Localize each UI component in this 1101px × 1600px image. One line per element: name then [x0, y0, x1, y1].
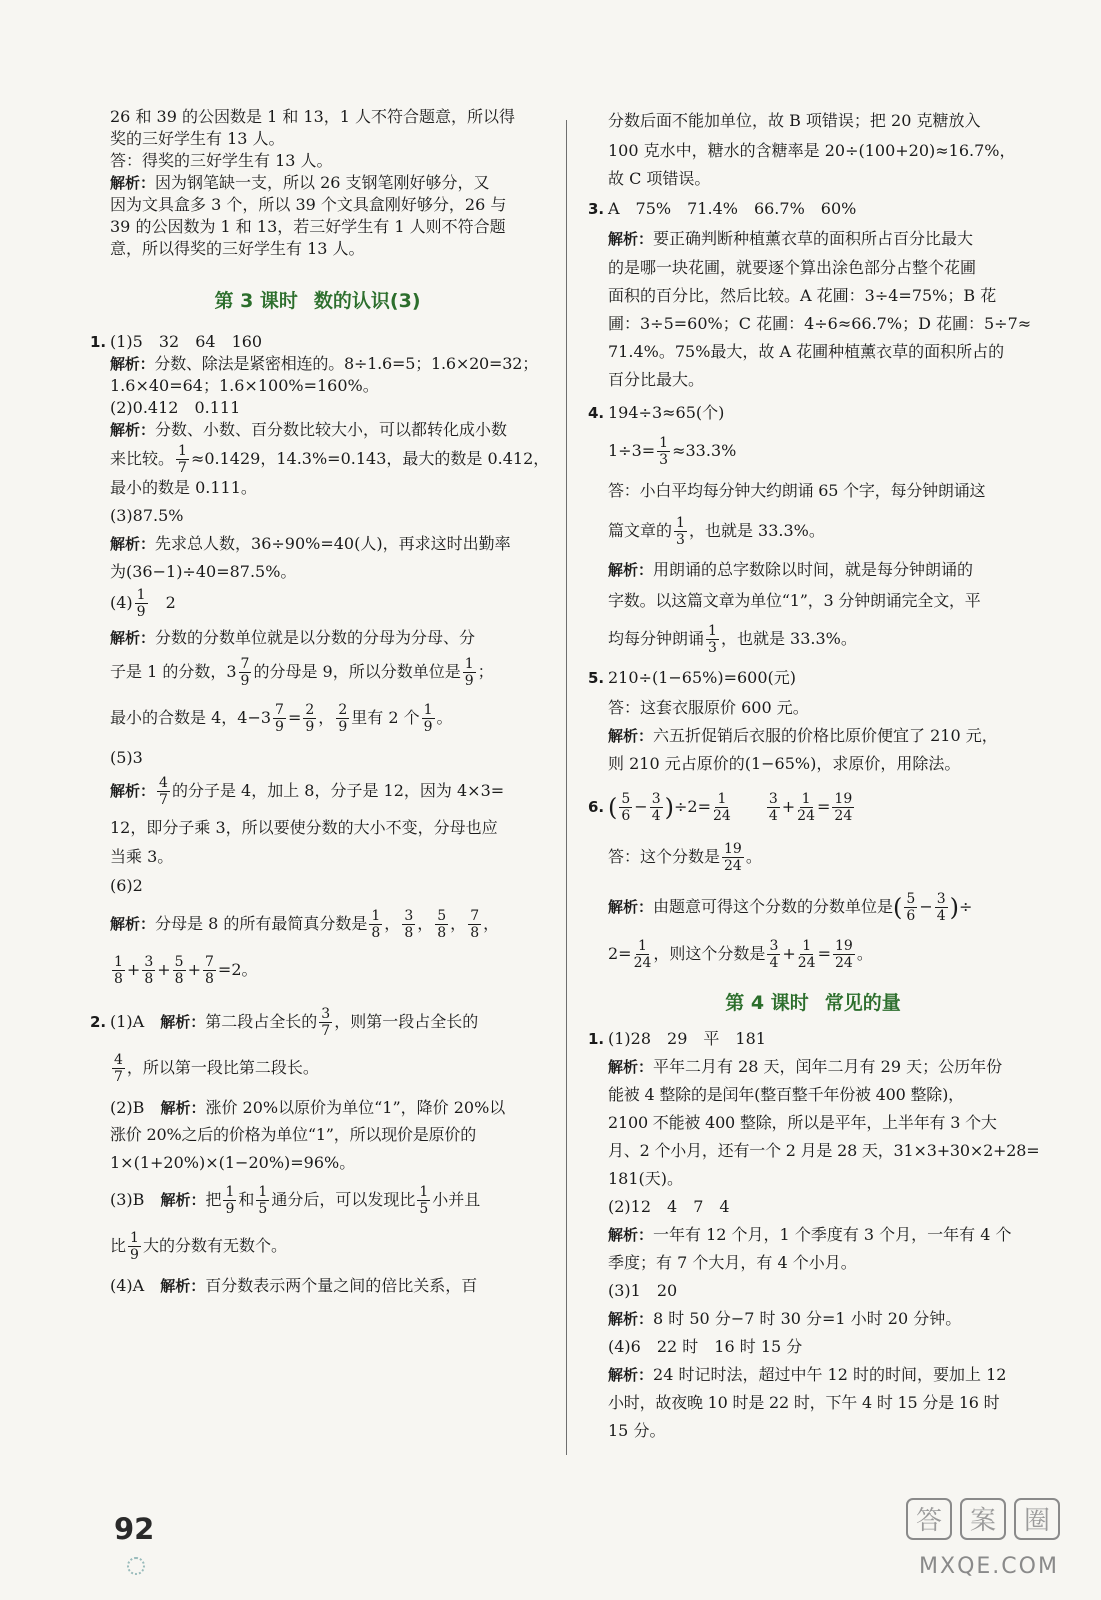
denominator: 24	[834, 808, 853, 824]
question-6: 6. ( $\frac{5}{6}$ − $\frac{3}{4}$ )÷2= $\frac{1}{24}$ $\frac{3}{4}$ + $\frac{1}{24}$ = $\frac{19}{24}$	[588, 782, 1038, 832]
fraction	[176, 443, 189, 476]
text: 百分数表示两个量之间的倍比关系，百	[205, 1276, 478, 1295]
denominator: 9	[305, 719, 315, 735]
text-line: 39 的公因数为 1 和 13，若三好学生有 1 人则不符合题	[110, 217, 506, 236]
denominator: 9	[130, 1247, 139, 1263]
numerator: 2	[305, 702, 315, 718]
column-divider	[566, 120, 567, 1455]
text: 要正确判断种植薰衣草的面积所占百分比最大	[653, 229, 974, 248]
text-line: 当乘 3。	[110, 847, 174, 866]
denominator: 24	[724, 858, 742, 874]
text: 用朗诵的总字数除以时间，就是每分钟朗诵的	[653, 560, 974, 579]
text-line	[90, 649, 545, 695]
fraction	[833, 938, 855, 971]
denominator: 8	[404, 925, 414, 941]
text-line: 能被 4 整除的是闰年(整百整千年份被 400 整除)，	[608, 1085, 964, 1104]
text: ；	[477, 662, 494, 681]
text-line: 2100 不能被 400 整除，所以是平年，上半年有 3 个大	[608, 1113, 997, 1132]
fraction	[767, 791, 780, 824]
numerator: 1	[258, 1184, 268, 1200]
text-line: 12，即分子乘 3，所以要使分数的大小不变，分母也应	[110, 818, 498, 837]
text: 的分子是 4，加上 8，分子是 12，因为 4×3=	[171, 781, 505, 800]
numerator: 3	[651, 791, 661, 807]
answer: A 75% 71.4% 66.7% 60%	[608, 199, 857, 218]
jiexi-label: 解析：	[608, 230, 654, 248]
denominator: 3	[659, 452, 669, 468]
denominator: 8	[144, 971, 154, 987]
denominator: 5	[419, 1201, 429, 1217]
jiexi-label: 解析：	[608, 1058, 654, 1076]
numerator: 19	[834, 791, 853, 807]
answer-line: (5)3	[110, 748, 143, 767]
text-line: 的是哪一块花圃，就要逐个算出涂色部分占整个花圃	[608, 258, 977, 277]
text: 小并且	[432, 1190, 481, 1209]
text-line: 涨价 20%之后的价格为单位“1”，所以现价是原价的	[110, 1125, 476, 1144]
answer: (3)B	[110, 1190, 145, 1209]
watermark-char-1: 答	[915, 1506, 943, 1536]
question-number: 5.	[588, 669, 605, 687]
jiexi-label: 解析：	[160, 1191, 206, 1209]
denominator: 9	[136, 604, 146, 620]
denominator: 9	[338, 719, 348, 735]
text: 一年有 12 个月，1 个季度有 3 个月，一年有 4 个	[653, 1225, 1012, 1244]
question-number: 3.	[588, 200, 605, 218]
explanation-line: 解析：由题意可得这个分数的分数单位是( $\frac{5}{6}$ − $\frac{3}{4}$ )÷	[608, 891, 973, 924]
fraction	[422, 702, 435, 735]
numerator: 1	[464, 656, 474, 672]
question-number: 4.	[588, 404, 605, 422]
text: ，	[318, 708, 335, 727]
fraction	[369, 908, 382, 941]
answer-line: (3)1 20	[608, 1281, 678, 1300]
explanation-line	[588, 1221, 1038, 1249]
fraction	[832, 791, 854, 824]
question-2	[90, 999, 545, 1045]
numerator: 1	[717, 791, 727, 807]
fraction	[135, 587, 148, 620]
fraction: $\frac{7}{8}$	[204, 954, 214, 987]
text-line: 26 和 39 的公因数是 1 和 13，1 人不符合题意，所以得	[110, 107, 516, 126]
text: 里有 2 个	[351, 708, 420, 727]
text: 均每分钟朗诵	[608, 629, 705, 648]
answer-line	[588, 832, 1038, 882]
denominator: 3	[708, 640, 717, 656]
text: ÷	[959, 897, 973, 916]
fraction	[417, 1184, 430, 1217]
text: 通分后，可以发现比	[271, 1190, 416, 1209]
question-number: 2.	[90, 1013, 107, 1031]
text: (4)	[110, 593, 133, 612]
text-line: $\frac{1}{8}$ + $\frac{3}{8}$ + $\frac{5}{8}$ + $\frac{7}{8}$ =2。	[114, 954, 258, 987]
jiexi-label: 解析：	[608, 1310, 654, 1328]
fraction	[798, 938, 816, 971]
text-line: 百分比最大。	[608, 370, 705, 389]
text-line	[90, 1223, 545, 1269]
explanation-line: 解析：分母是 8 的所有最简真分数是 $\frac{1}{8}$ ， $\frac{3}{8}$ ， $\frac{5}{8}$ ， $\frac{7}{8}$ ，	[110, 908, 500, 941]
answer-line: (4)6 22 时 16 时 15 分	[608, 1337, 803, 1356]
fraction	[142, 954, 155, 987]
fraction	[112, 1052, 125, 1085]
fraction	[239, 656, 252, 689]
text: 分母是 8 的所有最简真分数是	[155, 914, 368, 933]
numerator: 1	[676, 515, 685, 531]
text: 来比较。	[110, 449, 175, 468]
text-line: 月、2 个小月，还有一个 2 月是 28 天，31×3+30×2+28=	[608, 1141, 1040, 1160]
numerator: 1	[114, 954, 123, 970]
fraction	[402, 908, 415, 941]
fraction	[223, 1184, 236, 1217]
numerator: 1	[423, 702, 433, 718]
jiexi-label: 解析：	[160, 1099, 206, 1117]
section-title	[588, 988, 1038, 1015]
text: ，也就是 33.3%。	[688, 521, 825, 540]
text: 第二段占全长的	[205, 1012, 318, 1031]
fraction	[319, 1006, 332, 1039]
text: 由题意可得这个分数的分数单位是	[653, 897, 894, 916]
denominator: 8	[114, 971, 123, 987]
text: 把	[205, 1190, 222, 1209]
text-line: 意，所以得奖的三好学生有 13 人。	[110, 239, 365, 258]
left-column	[90, 106, 550, 1303]
fraction	[463, 656, 476, 689]
answer: (1)A	[110, 1012, 145, 1031]
fraction	[935, 891, 948, 924]
text: 大的分数有无数个。	[142, 1236, 287, 1255]
section-title-lesson: 第 4 课时	[725, 992, 809, 1014]
jiexi-label: 解析：	[110, 421, 156, 439]
text: 。	[856, 944, 873, 963]
text: ，则这个分数是	[653, 944, 766, 963]
denominator: 7	[178, 460, 187, 476]
fraction	[273, 702, 286, 735]
denominator: 9	[240, 673, 250, 689]
text-line: 因为文具盒多 3 个，所以 39 个文具盒刚好够分，26 与	[110, 195, 507, 214]
explanation-line	[588, 1361, 1038, 1389]
fraction	[128, 1230, 141, 1263]
jiexi-label: 解析：	[110, 355, 155, 373]
numerator: 3	[936, 891, 946, 907]
numerator: 1	[225, 1184, 235, 1200]
numerator: 1	[178, 443, 187, 459]
numerator: 3	[404, 908, 414, 924]
section-title-topic: 常见的量	[824, 992, 901, 1014]
right-column	[588, 106, 1038, 1445]
explanation-line	[588, 722, 1038, 750]
text-line: 故 C 项错误。	[608, 169, 711, 188]
numerator: 1	[136, 587, 146, 603]
denominator: 4	[768, 808, 778, 824]
text: ≈0.1429，14.3%=0.143，最大的数是 0.412，	[190, 449, 550, 468]
jiexi-label: 解析：	[110, 915, 156, 933]
denominator: 4	[769, 955, 779, 971]
explanation-line	[90, 769, 545, 813]
text: ÷2=	[674, 797, 711, 816]
paren-open: (	[608, 793, 618, 822]
numerator: 19	[724, 841, 742, 857]
explanation-line	[90, 172, 545, 194]
text-line: 字数。以这篇文章为单位“1”，3 分钟朗诵完全文，平	[608, 591, 981, 610]
numerator: 3	[321, 1006, 331, 1022]
answer-line	[588, 428, 1038, 474]
denominator: 4	[651, 808, 661, 824]
text-line: 奖的三好学生有 13 人。	[110, 129, 285, 148]
text-line: 分数后面不能加单位，故 B 项错误；把 20 克糖放入	[608, 111, 981, 130]
jiexi-label: 解析：	[110, 782, 156, 800]
numerator: 19	[835, 938, 853, 954]
numerator: 1	[638, 938, 647, 954]
watermark-char-2: 案	[969, 1506, 997, 1536]
numerator: 2	[338, 702, 348, 718]
explanation-line	[90, 627, 545, 649]
answer: (1)28 29 平 181	[608, 1029, 766, 1048]
text: 涨价 20%以原价为单位“1”，降价 20%以	[205, 1098, 506, 1117]
text-line: 小时，故夜晚 10 时是 22 时，下午 4 时 15 分是 16 时	[608, 1393, 1000, 1412]
denominator: 24	[713, 808, 731, 824]
text: 分数的分数单位就是以分数的分母为分母、分	[155, 628, 476, 647]
text-line: 2= $\frac{1}{24}$ ，则这个分数是 $\frac{3}{4}$ + $\frac{1}{24}$ = $\frac{19}{24}$ 。	[608, 938, 873, 971]
text-line: 答：这套衣服原价 600 元。	[608, 698, 809, 717]
text-line: 则 210 元占原价的(1−65%)，求原价，用除法。	[608, 754, 961, 773]
text-line: 季度；有 7 个大月，有 4 个小月。	[608, 1253, 857, 1272]
text: 2	[165, 593, 176, 612]
text: 。	[436, 708, 453, 727]
text: ，所以第一段比第二段长。	[126, 1058, 319, 1077]
fraction	[904, 891, 917, 924]
denominator: 8	[437, 925, 447, 941]
fraction	[112, 954, 125, 987]
jiexi-label: 解析：	[160, 1013, 206, 1031]
text-line	[588, 616, 1038, 662]
denominator: 4	[936, 908, 946, 924]
text-line: 100 克水中，糖水的含糖率是 20÷(100+20)≈16.7%，	[608, 141, 1016, 160]
text-line: 答：得奖的三好学生有 13 人。	[110, 151, 333, 170]
text: ≈33.3%	[672, 441, 737, 460]
text: 。	[745, 847, 762, 866]
fraction	[173, 954, 186, 987]
answer: (4)A	[110, 1276, 145, 1295]
text: 平年二月有 28 天，闰年二月有 29 天；公历年份	[653, 1057, 1003, 1076]
text: 24 时记时法，超过中午 12 时的时间，要加上 12	[653, 1365, 1007, 1384]
denominator: 24	[633, 955, 652, 971]
question-1	[90, 331, 545, 353]
numerator: 1	[130, 1230, 139, 1246]
answer-line: (2)12 4 7 4	[608, 1197, 730, 1216]
jiexi-label: 解析：	[608, 561, 654, 579]
text: 2=	[608, 944, 632, 963]
question-4	[588, 398, 1038, 428]
numerator: 1	[801, 791, 811, 807]
answer-line	[90, 1095, 545, 1121]
watermark-logo-icon	[897, 1491, 1082, 1591]
text-line	[90, 1045, 545, 1091]
fraction	[767, 938, 780, 971]
text: 篇文章的	[608, 521, 673, 540]
jiexi-label: 解析：	[608, 1226, 654, 1244]
fraction	[706, 623, 719, 656]
text: 先求总人数，36÷90%=40(人)，再求这时出勤率	[155, 534, 511, 553]
text-line: 答：小白平均每分钟大约朗诵 65 个字，每分钟朗诵这	[608, 481, 986, 500]
watermark-char-3: 圈	[1023, 1506, 1051, 1536]
text: 8 时 50 分−7 时 30 分=1 小时 20 分钟。	[653, 1309, 962, 1328]
denominator: 7	[159, 792, 168, 808]
jiexi-label: 解析：	[110, 174, 156, 192]
page-number: 92	[114, 1512, 155, 1546]
jiexi-label: 解析：	[110, 535, 156, 553]
explanation-line	[588, 224, 1038, 254]
text-line: 15 分。	[608, 1421, 666, 1440]
denominator: 3	[676, 532, 685, 548]
fraction	[797, 791, 815, 824]
text: 分数、小数、百分数比较大小，可以都转化成小数	[155, 420, 508, 439]
section-title-topic: 数的认识(3)	[313, 290, 421, 312]
denominator: 7	[114, 1069, 123, 1085]
section-title-lesson: 第 3 课时	[214, 290, 298, 312]
text-line: 为(36−1)÷40=87.5%。	[110, 562, 297, 581]
numerator: 5	[174, 954, 184, 970]
answer: 210÷(1−65%)=600(元)	[608, 668, 797, 687]
denominator: 8	[174, 971, 184, 987]
text-line: 181(天)。	[608, 1169, 684, 1188]
answer-line	[90, 1177, 545, 1223]
denominator: 24	[835, 955, 853, 971]
fraction	[435, 908, 448, 941]
denominator: 9	[275, 719, 284, 735]
fraction	[713, 791, 731, 824]
fraction: $\frac{7}{8}$	[470, 908, 480, 941]
numerator: 3	[768, 791, 778, 807]
numerator: 5	[906, 891, 916, 907]
question-number: 6.	[588, 798, 605, 816]
text: ，则第一段占全长的	[334, 1012, 479, 1031]
text: 1÷3=	[608, 441, 656, 460]
denominator: 7	[321, 1023, 331, 1039]
answer-line: (6)2	[110, 876, 143, 895]
denominator: 6	[621, 808, 631, 824]
fraction	[619, 791, 632, 824]
numerator: 7	[275, 702, 284, 718]
numerator: 1	[419, 1184, 429, 1200]
text: ，也就是 33.3%。	[720, 629, 857, 648]
text-line: 圃：3÷5=60%；C 花圃：4÷6≈66.7%；D 花圃：5÷7≈	[608, 314, 1032, 333]
text: 分数、除法是紧密相连的。8÷1.6=5；1.6×20=32；	[154, 354, 539, 373]
question-5	[588, 662, 1038, 694]
question-1	[588, 1025, 1038, 1053]
text-line: 71.4%。75%最大，故 A 花圃种植薰衣草的面积所占的	[608, 342, 1005, 361]
denominator: 24	[797, 955, 816, 971]
text-line: 最小的数是 0.111。	[110, 478, 257, 497]
denominator: 6	[906, 908, 916, 924]
jiexi-label: 解析：	[160, 1277, 206, 1295]
answer-line: (2)0.412 0.111	[110, 398, 241, 417]
text: 六五折促销后衣服的价格比原价便宜了 210 元，	[653, 726, 998, 745]
numerator: 1	[371, 908, 381, 924]
explanation-line	[588, 1053, 1038, 1081]
denominator: 5	[258, 1201, 268, 1217]
text-line	[90, 441, 550, 477]
jiexi-label: 解析：	[608, 1366, 654, 1384]
text: 比	[110, 1236, 127, 1255]
answer: 194÷3≈65(个)	[608, 403, 725, 422]
text-line: 1×(1+20%)×(1−20%)=96%。	[110, 1153, 356, 1172]
paren-open: (	[893, 893, 903, 922]
fraction	[157, 775, 170, 808]
fraction	[634, 938, 652, 971]
fraction	[256, 1184, 269, 1217]
fraction	[674, 515, 687, 548]
text: 答：这个分数是	[608, 847, 721, 866]
explanation-line	[90, 533, 545, 555]
paren-close: )	[949, 893, 960, 922]
text-line	[588, 508, 1038, 554]
answer-line: (3)87.5%	[110, 506, 184, 525]
question-3	[588, 194, 1038, 224]
numerator: 4	[114, 1052, 123, 1068]
fraction	[336, 702, 349, 735]
numerator: 3	[144, 954, 154, 970]
denominator: 9	[423, 719, 433, 735]
section-title	[90, 286, 545, 313]
fraction	[722, 841, 744, 874]
fraction	[657, 435, 670, 468]
jiexi-label: 解析：	[110, 629, 156, 647]
text: 因为钢笔缺一支，所以 26 支钢笔刚好够分，又	[155, 173, 490, 192]
watermark-url: MXQE.COM	[919, 1554, 1059, 1579]
explanation-line	[90, 419, 545, 441]
numerator: 1	[708, 623, 717, 639]
jiexi-label: 解析：	[608, 898, 654, 916]
text: 的分母是 9，所以分数单位是	[253, 662, 461, 681]
numerator: 5	[437, 908, 447, 924]
explanation-line	[588, 554, 1038, 586]
text-line: 1.6×40=64；1.6×100%=160%。	[110, 376, 379, 395]
numerator: 1	[802, 938, 812, 954]
numerator: 3	[769, 938, 779, 954]
text: =2。	[217, 960, 258, 979]
fraction	[650, 791, 663, 824]
answer: (2)B	[110, 1098, 145, 1117]
numerator: 4	[159, 775, 168, 791]
question-number: 1.	[90, 333, 107, 351]
explanation-line	[588, 1305, 1038, 1333]
paren-close: )	[664, 793, 674, 822]
answer-line	[90, 1269, 545, 1303]
decorative-dot-icon	[127, 1557, 145, 1575]
denominator: 8	[371, 925, 381, 941]
text: 最小的合数是 4，4−3	[110, 708, 272, 727]
numerator: 7	[240, 656, 250, 672]
numerator: 1	[659, 435, 669, 451]
text: 和	[238, 1190, 255, 1209]
text: 子是 1 的分数，3	[110, 662, 237, 681]
denominator: 9	[225, 1201, 235, 1217]
jiexi-label: 解析：	[608, 727, 654, 745]
fraction	[303, 702, 316, 735]
numerator: 5	[621, 791, 631, 807]
answer-line	[90, 583, 545, 623]
denominator: 24	[797, 808, 815, 824]
answer: (1)5 32 64 160	[110, 332, 263, 351]
explanation-line	[90, 353, 545, 375]
text-line: 面积的百分比，然后比较。A 花圃：3÷4=75%；B 花	[608, 286, 997, 305]
denominator: 9	[464, 673, 474, 689]
question-number: 1.	[588, 1030, 605, 1048]
text-line: 最小的合数是 4，4−3 $\frac{7}{9}$ = $\frac{2}{9}$ ， $\frac{2}{9}$ 里有 2 个 $\frac{1}{9}$ 。	[110, 702, 453, 735]
